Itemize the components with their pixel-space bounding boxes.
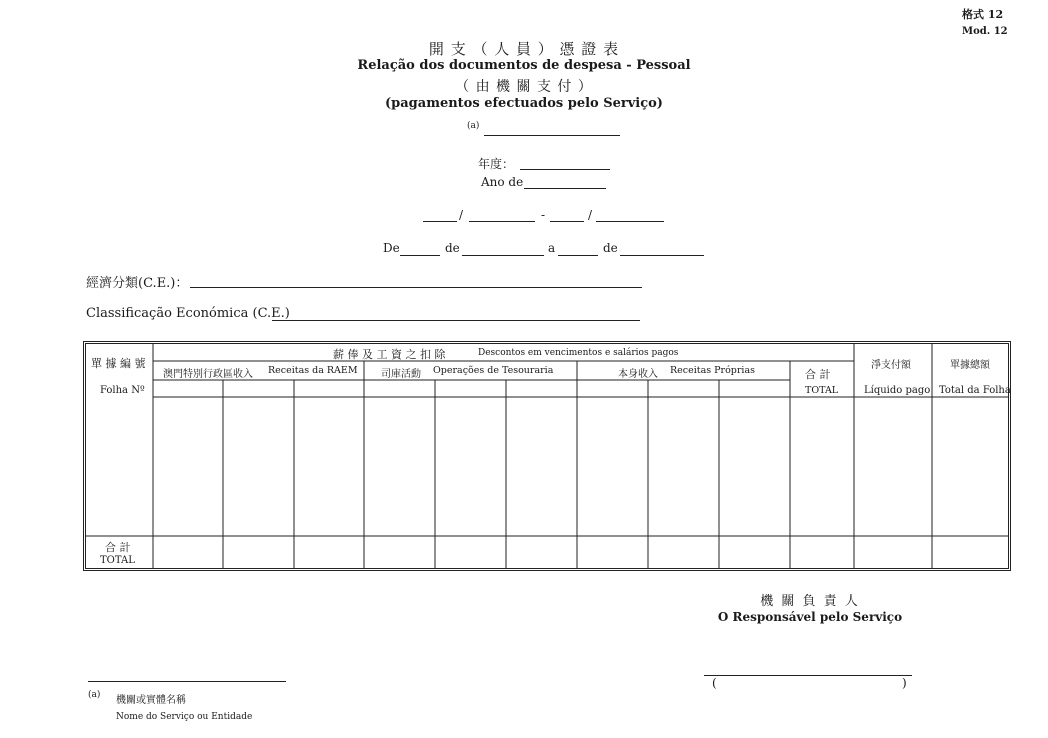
footer-total-pt: TOTAL [100, 555, 135, 566]
title-pt: Relação dos documentos de despesa - Pessoal [357, 58, 691, 73]
header-own-zh: 本身收入 [618, 369, 658, 380]
header-raem-zh: 澳門特別行政區收入 [163, 369, 253, 380]
header-treasury-zh: 司庫活動 [381, 369, 421, 380]
signature-line[interactable] [704, 675, 912, 676]
entity-marker: (a) [467, 121, 480, 131]
header-net-pt: Líquido pago [864, 385, 931, 396]
header-deductions-zh: 薪 俸 及 工 資 之 扣 除 [333, 348, 446, 361]
header-own-pt: Receitas Próprias [670, 365, 755, 376]
year-label-zh: 年度： [478, 157, 515, 171]
date-field-1[interactable] [423, 221, 457, 222]
header-deductions-pt: Descontos em vencimentos e salários pagos [478, 348, 679, 358]
economic-class-field-pt[interactable] [272, 320, 640, 321]
entity-name-field[interactable] [484, 135, 620, 136]
period-de3-label: de [603, 241, 618, 255]
header-sheet-total-pt: Total da Folha [939, 385, 1011, 396]
period-day-to[interactable] [558, 255, 598, 256]
expense-table [83, 341, 1011, 571]
footnote-marker: (a) [88, 690, 101, 700]
year-field-pt[interactable] [524, 188, 606, 189]
economic-class-label-zh: 經濟分類(C.E.)： [86, 276, 189, 291]
period-de-label: De [383, 241, 400, 255]
footnote-divider [88, 681, 286, 682]
year-field-zh[interactable] [520, 169, 610, 170]
date-field-2[interactable] [469, 221, 535, 222]
period-month-from[interactable] [462, 255, 544, 256]
footnote-text-pt: Nome do Serviço ou Entidade [116, 712, 253, 722]
header-raem-pt: Receitas da RAEM [268, 365, 358, 376]
title-zh: 開 支 （ 人 員 ） 憑 證 表 [428, 40, 620, 58]
economic-class-field-zh[interactable] [190, 287, 642, 288]
header-total-pt: TOTAL [805, 385, 839, 396]
responsible-zh: 機 關 負 責 人 [760, 594, 860, 609]
subtitle-pt: (pagamentos efectuados pelo Serviço) [385, 96, 663, 111]
economic-class-label-pt: Classificação Económica (C.E.) [86, 306, 290, 321]
date-field-3[interactable] [550, 221, 584, 222]
header-total-zh: 合 計 [805, 368, 831, 381]
date-sep-2: - [541, 208, 546, 222]
period-de2-label: de [445, 241, 460, 255]
responsible-pt: O Responsável pelo Serviço [717, 610, 903, 624]
date-sep-1: / [459, 208, 464, 222]
date-sep-3: / [588, 208, 593, 222]
year-label-pt: Ano de [481, 175, 524, 189]
form-code-zh: 格式 12 [962, 8, 1004, 21]
subtitle-zh: （ 由 機 關 支 付 ） [455, 79, 593, 95]
footer-total-zh: 合 計 [105, 541, 131, 554]
period-a-label: a [548, 241, 556, 255]
form-code-pt: Mod. 12 [962, 26, 1008, 37]
signature-paren-close: ) [902, 676, 907, 690]
header-sheet-no-zh: 單 據 編 號 [91, 357, 146, 370]
period-day-from[interactable] [400, 255, 440, 256]
header-sheet-total-zh: 單據總額 [950, 360, 990, 371]
header-treasury-pt: Operações de Tesouraria [433, 365, 554, 376]
header-net-zh: 淨支付額 [871, 360, 911, 371]
date-field-4[interactable] [596, 221, 664, 222]
header-sheet-no-pt: Folha Nº [100, 385, 145, 396]
footnote-text-zh: 機關或實體名稱 [116, 695, 186, 706]
signature-paren-open: ( [712, 676, 717, 690]
period-month-to[interactable] [620, 255, 704, 256]
